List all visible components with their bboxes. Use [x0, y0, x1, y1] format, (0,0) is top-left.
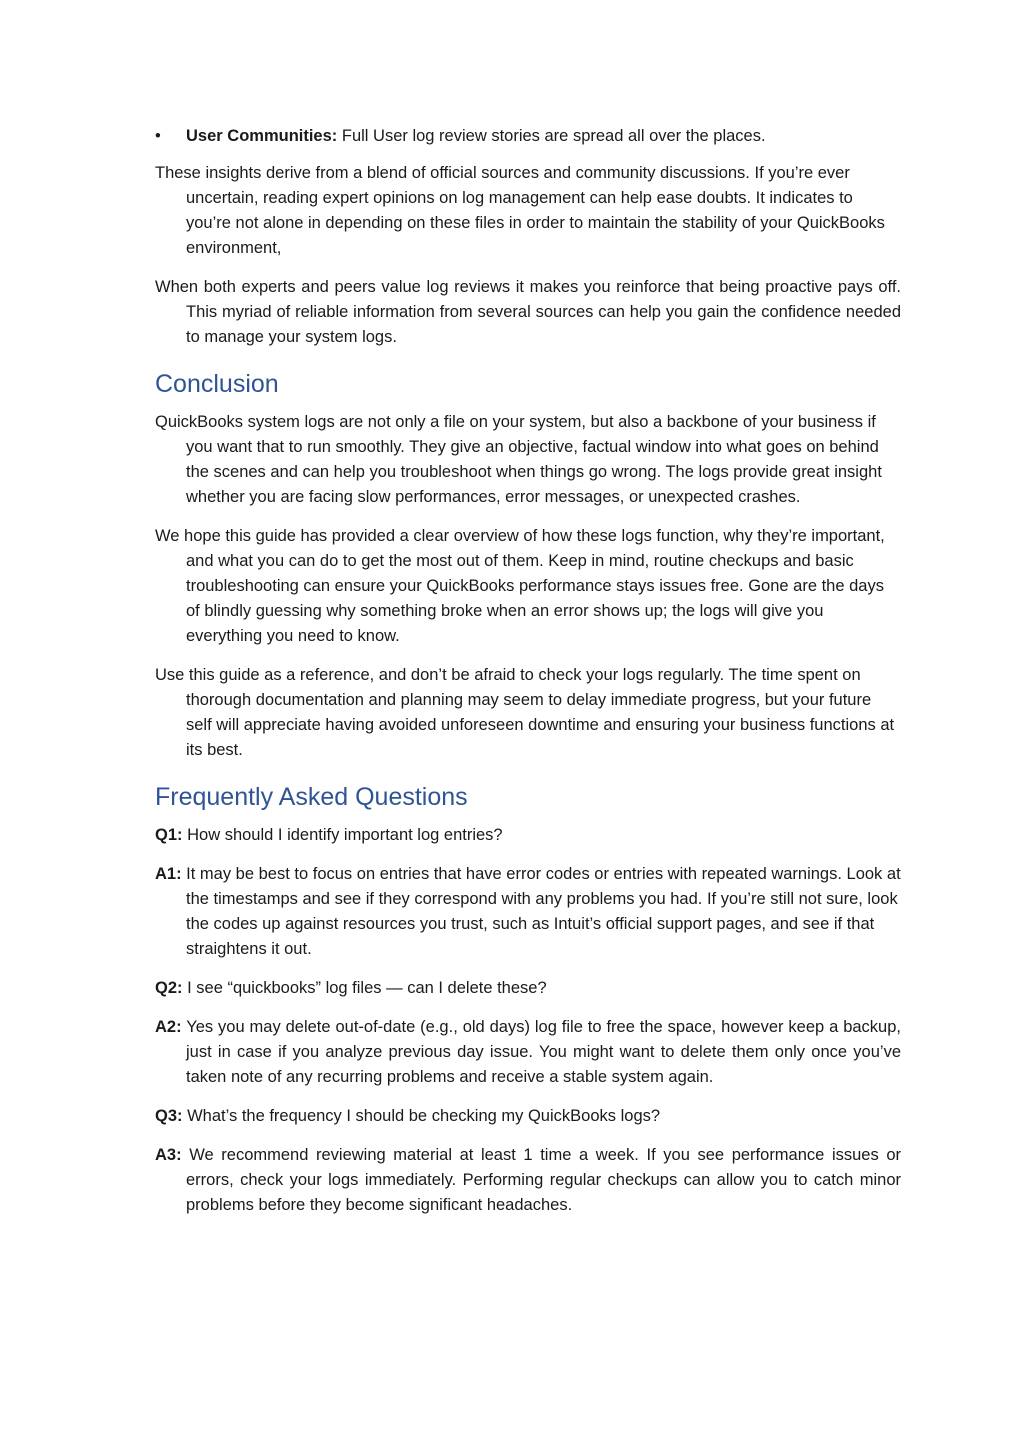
faq-text: It may be best to focus on entries that have error codes or entries with repeated warnings. Look at the timestamps and see if they correspond with any problems you had. If you’re still not sure, look the codes up against resources you trust, such as Intuit’s official support pages, and see if that straightens it out. [181, 865, 901, 958]
faq-question [155, 976, 901, 1001]
intro-paragraph: When both experts and peers value log reviews it makes you reinforce that being proactive pays off. This myriad of reliable information from several sources can help you gain the confidence needed to manage your system logs. [155, 278, 901, 346]
faq-heading: Frequently Asked Questions [155, 783, 468, 811]
bullet-label: User Communities: [186, 127, 338, 145]
faq-label: Q1: [155, 826, 183, 844]
conclusion-paragraph: Use this guide as a reference, and don’t be afraid to check your logs regularly. The time spent on thorough documentation and planning may seem to delay immediate progress, but your future self will appreciate having avoided unforeseen downtime and ensuring your business functions at its best. [155, 666, 895, 759]
faq-answer [155, 1143, 901, 1218]
faq-label: Q3: [155, 1107, 183, 1125]
faq-label: Q2: [155, 979, 183, 997]
faq-label: A2: [155, 1018, 182, 1036]
faq-answer [155, 862, 901, 962]
bullet-item-user-communities [155, 124, 901, 149]
bullet-icon: • [155, 127, 161, 145]
faq-question [155, 1104, 901, 1129]
document-body [155, 124, 901, 1232]
faq-text: How should I identify important log entries? [182, 826, 503, 844]
faq-label: A1: [155, 865, 182, 883]
faq-label: A3: [155, 1146, 182, 1164]
faq-question [155, 823, 901, 848]
faq-text: What’s the frequency I should be checking my QuickBooks logs? [182, 1107, 661, 1125]
conclusion-paragraph: We hope this guide has provided a clear overview of how these logs function, why they’re important, and what you can do to get the most out of them. Keep in mind, routine checkups and basic troubleshooting can ensure your QuickBooks performance stays issues free. Gone are the days of blindly guessing why something broke when an error shows up; the logs will give you everything you need to know. [155, 527, 885, 645]
conclusion-paragraph: QuickBooks system logs are not only a file on your system, but also a backbone of your business if you want that to run smoothly. They give an objective, factual window into what goes on behind the scenes and can help you troubleshoot when things go wrong. The logs provide great insight whether you are facing slow performances, error messages, or unexpected crashes. [155, 413, 882, 506]
bullet-text: Full User log review stories are spread all over the places. [337, 127, 766, 145]
faq-answer [155, 1015, 901, 1090]
faq-text: Yes you may delete out-of-date (e.g., old days) log file to free the space, however keep a backup, just in case if you analyze previous day issue. You might want to delete them only once you’ve taken note of any recurring problems and receive a stable system again. [181, 1018, 901, 1086]
intro-paragraph: These insights derive from a blend of official sources and community discussions. If you’re ever uncertain, reading expert opinions on log management can help ease doubts. It indicates to you’re not alone in depending on these files in order to maintain the stability of your QuickBooks environment, [155, 164, 885, 257]
faq-text: I see “quickbooks” log files — can I delete these? [182, 979, 547, 997]
faq-text: We recommend reviewing material at least 1 time a week. If you see performance issues or errors, check your logs immediately. Performing regular checkups can allow you to catch minor problems before they become significant headaches. [181, 1146, 901, 1214]
conclusion-heading: Conclusion [155, 370, 279, 398]
